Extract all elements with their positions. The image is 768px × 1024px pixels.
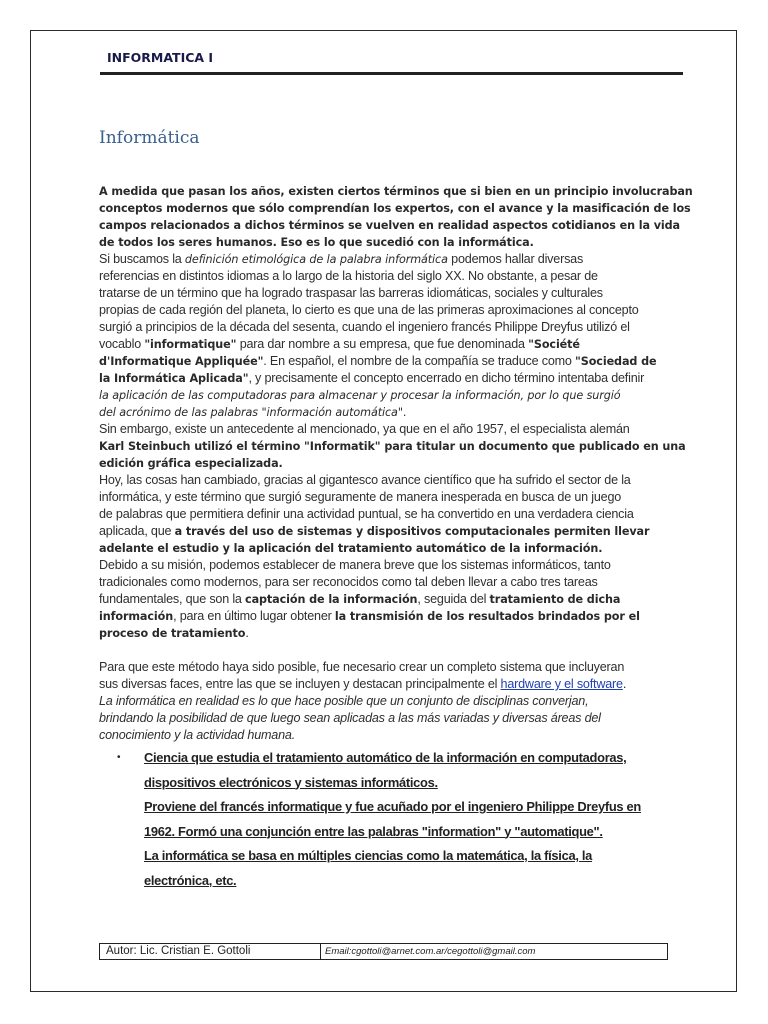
footer-email: Email:cgottoli@arnet.com.ar/cegottoli@gmail.com — [325, 946, 536, 957]
paragraph-line: la Informática Aplicada", y precisamente el concepto encerrado en dicho término intentaba definir — [99, 371, 645, 385]
paragraph-line: informática, y este término que surgió seguramente de manera inesperada en busca de un juego — [99, 490, 622, 504]
paragraph-line: Hoy, las cosas han cambiado, gracias al gigantesco avance científico que ha sufrido el sector de la — [99, 473, 631, 487]
paragraph-line: adelante el estudio y la aplicación del tratamiento automático de la información. — [99, 542, 603, 555]
bullet-marker: • — [117, 752, 121, 763]
paragraph-line: conocimiento y la actividad humana. — [99, 728, 296, 742]
paragraph-line: aplicada, que a través del uso de sistemas y dispositivos computacionales permiten llevar — [99, 524, 650, 538]
bullet-line: 1962. Formó una conjunción entre las palabras "information" y "automatique". — [144, 823, 603, 839]
paragraph-line: proceso de tratamiento. — [99, 626, 249, 640]
paragraph-line: brindando la posibilidad de que luego sean aplicadas a las más variadas y diversas áreas del — [99, 711, 601, 725]
paragraph-line: vocablo "informatique" para dar nombre a su empresa, que fue denominada "Société — [99, 337, 580, 351]
paragraph-line: edición gráfica especializada. — [99, 457, 283, 470]
bullet-line: electrónica, etc. — [144, 872, 237, 888]
paragraph-line: Karl Steinbuch utilizó el término "Informatik" para titular un documento que publicado en una — [99, 440, 686, 453]
paragraph-line: sus diversas faces, entre las que se incluyen y destacan principalmente el hardware y el software. — [99, 677, 627, 691]
bullet-line: Ciencia que estudia el tratamiento automático de la información en computadoras, — [144, 750, 627, 765]
bullet-list — [117, 746, 677, 893]
intro-line: conceptos modernos que sólo comprendían los expertos, con el avance y la masificación de los — [99, 202, 691, 215]
paragraph-line: surgió a principios de la década del sesenta, cuando el ingeniero francés Philippe Dreyfus utilizó el — [99, 320, 630, 334]
paragraph-line: Sin embargo, existe un antecedente al mencionado, ya que en el año 1957, el especialista alemán — [99, 422, 630, 436]
paragraph-line: del acrónimo de las palabras "información automática". — [99, 405, 407, 419]
intro-line: de todos los seres humanos. Eso es lo que sucedió con la informática. — [99, 236, 534, 249]
bullet-line: Proviene del francés informatique y fue acuñado por el ingeniero Philippe Dreyfus en — [144, 799, 641, 814]
document-heading: Informática — [99, 128, 200, 148]
intro-line: campos relacionados a dichos términos se vuelven en realidad aspectos cotidianos en la vida — [99, 219, 680, 232]
paragraph-line: de palabras que permitiera definir una actividad puntual, se ha convertido en una verdadera ciencia — [99, 507, 634, 521]
bullet-line: dispositivos electrónicos y sistemas informáticos. — [144, 774, 438, 790]
paragraph-line: Si buscamos la definición etimológica de la palabra informática podemos hallar diversas — [99, 252, 584, 266]
paragraph-line: Debido a su misión, podemos establecer de manera breve que los sistemas informáticos, tanto — [99, 558, 611, 572]
paragraph-line: referencias en distintos idiomas a lo largo de la historia del siglo XX. No obstante, a pesar de — [99, 269, 598, 283]
paragraph-line: Para que este método haya sido posible, fue necesario crear un completo sistema que incluyeran — [99, 660, 625, 674]
intro-line: A medida que pasan los años, existen ciertos términos que si bien en un principio involucraban — [99, 185, 693, 198]
paragraph-line: tratarse de un término que ha logrado traspasar las barreras idiomáticas, sociales y culturales — [99, 286, 603, 300]
paragraph-line: d'Informatique Appliquée". En español, el nombre de la compañía se traduce como "Sociedad de — [99, 354, 657, 368]
footer-box — [99, 943, 668, 960]
body-text — [99, 183, 693, 744]
hardware-software-link[interactable]: hardware y el software — [500, 677, 623, 691]
paragraph-line: tradicionales como modernos, para ser reconocidos como tal deben llevar a cabo tres tareas — [99, 575, 598, 589]
header-title: INFORMATICA I — [107, 50, 214, 65]
paragraph-line: La informática en realidad es lo que hace posible que un conjunto de disciplinas converjan, — [99, 694, 589, 708]
paragraph-gap — [99, 642, 674, 659]
paragraph-line: información, para en último lugar obtener la transmisión de los resultados brindados por el — [99, 609, 640, 623]
bullet-line: La informática se basa en múltiples ciencias como la matemática, la física, la — [144, 848, 593, 863]
paragraph-line: propias de cada región del planeta, lo cierto es que una de las primeras aproximaciones al concepto — [99, 303, 639, 317]
paragraph-line: fundamentales, que son la captación de la información, seguida del tratamiento de dicha — [99, 592, 621, 606]
footer-author: Autor: Lic. Cristian E. Gottoli — [100, 944, 321, 959]
header-rule — [100, 72, 683, 75]
paragraph-line: la aplicación de las computadoras para almacenar y procesar la información, por lo que surgió — [99, 389, 621, 402]
